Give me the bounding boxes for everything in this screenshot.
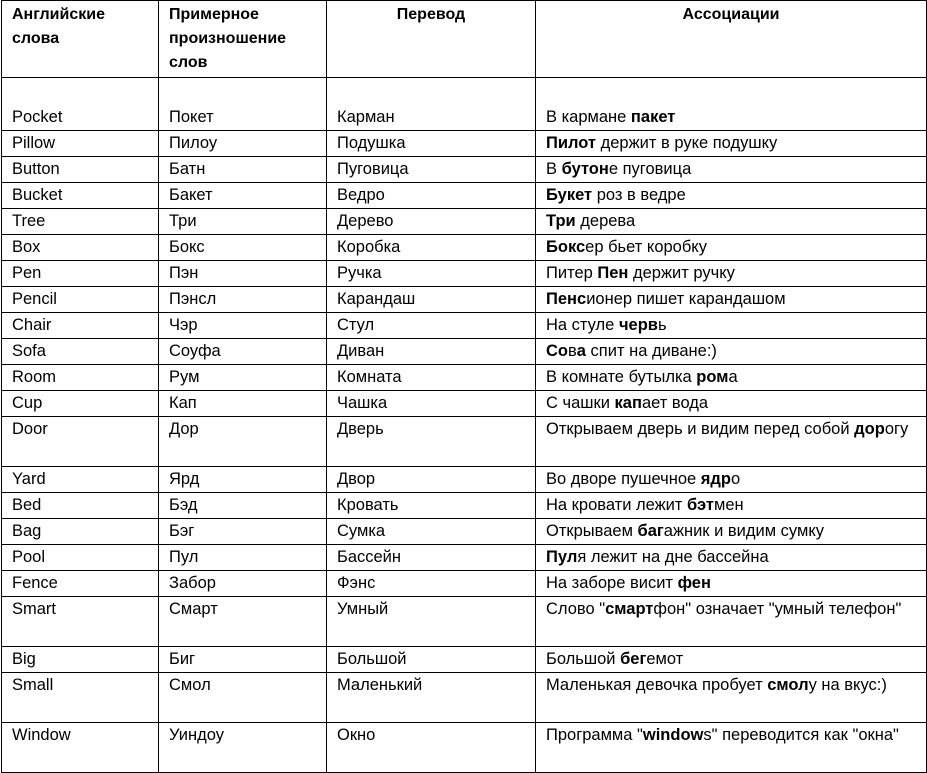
association-cell	[536, 417, 927, 467]
association-cell	[536, 287, 927, 313]
english-word-cell: Pen	[2, 261, 159, 287]
translation-cell: Дверь	[327, 417, 536, 467]
header-pronunciation: Примерное произношение слов	[159, 1, 327, 78]
association-text: С чашки	[546, 394, 615, 412]
association-highlight: Три	[546, 212, 576, 230]
association-text: ь	[657, 316, 667, 334]
english-word-cell: Pencil	[2, 287, 159, 313]
english-word-cell: Sofa	[2, 339, 159, 365]
association-text: ажник и видим сумку	[663, 522, 824, 540]
table-row	[2, 287, 927, 313]
english-word-cell: Window	[2, 723, 159, 773]
association-cell	[536, 261, 927, 287]
association-cell	[536, 131, 927, 157]
english-word-cell: Bed	[2, 493, 159, 519]
pronunciation-cell: Пэн	[159, 261, 327, 287]
association-text: В	[546, 160, 562, 178]
english-word-cell: Smart	[2, 597, 159, 647]
header-translation: Перевод	[327, 1, 536, 78]
table-body	[2, 78, 927, 773]
table-row	[2, 391, 927, 417]
association-text: ионер пишет карандашом	[586, 290, 786, 308]
english-word-cell: Pocket	[2, 78, 159, 131]
association-highlight: пакет	[630, 108, 676, 126]
association-cell	[536, 157, 927, 183]
association-highlight: смол	[767, 676, 809, 694]
english-word-cell: Pillow	[2, 131, 159, 157]
english-word-cell: Bucket	[2, 183, 159, 209]
association-text: На кровати лежит	[546, 496, 688, 514]
association-highlight: Бокс	[546, 238, 586, 256]
pronunciation-cell: Уиндоу	[159, 723, 327, 773]
association-text: Слово "	[546, 600, 606, 618]
translation-cell: Чашка	[327, 391, 536, 417]
association-cell	[536, 235, 927, 261]
association-text: я лежит на дне бассейна	[577, 548, 769, 566]
association-text: а	[728, 368, 738, 386]
association-text: В кармане	[546, 108, 631, 126]
association-highlight: кап	[614, 394, 642, 412]
table-row	[2, 647, 927, 673]
association-text: огу	[884, 420, 909, 438]
english-word-cell: Tree	[2, 209, 159, 235]
association-text: мен	[713, 496, 744, 514]
association-cell	[536, 647, 927, 673]
pronunciation-cell: Соуфа	[159, 339, 327, 365]
pronunciation-cell: Пэнсл	[159, 287, 327, 313]
association-text: ает вода	[641, 394, 709, 412]
translation-cell: Коробка	[327, 235, 536, 261]
association-highlight: бэт	[687, 496, 714, 514]
association-text: Программа "	[546, 726, 643, 744]
association-text: е пуговица	[608, 160, 692, 178]
pronunciation-cell: Бакет	[159, 183, 327, 209]
header-english-words: Английские слова	[2, 1, 159, 78]
association-highlight: бутон	[561, 160, 609, 178]
table-row	[2, 597, 927, 647]
association-text: s" переводится как "окна"	[703, 726, 899, 744]
english-word-cell: Cup	[2, 391, 159, 417]
table-row	[2, 209, 927, 235]
pronunciation-cell: Ярд	[159, 467, 327, 493]
association-text: фон" означает "умный телефон"	[653, 600, 902, 618]
english-word-cell: Fence	[2, 571, 159, 597]
pronunciation-cell: Три	[159, 209, 327, 235]
association-cell	[536, 339, 927, 365]
association-text: На заборе висит	[546, 574, 678, 592]
translation-cell: Кровать	[327, 493, 536, 519]
table-row	[2, 78, 927, 131]
association-text: В комнате бутылка	[546, 368, 697, 386]
translation-cell: Умный	[327, 597, 536, 647]
translation-cell: Окно	[327, 723, 536, 773]
pronunciation-cell: Дор	[159, 417, 327, 467]
association-text: спит на диване:)	[585, 342, 717, 360]
translation-cell: Фэнс	[327, 571, 536, 597]
english-word-cell: Big	[2, 647, 159, 673]
pronunciation-cell: Смол	[159, 673, 327, 723]
header-row	[2, 1, 927, 78]
association-cell	[536, 673, 927, 723]
association-text: ер бьет коробку	[585, 238, 707, 256]
association-cell	[536, 391, 927, 417]
table-row	[2, 313, 927, 339]
association-highlight: Букет	[546, 186, 593, 204]
table-row	[2, 519, 927, 545]
translation-cell: Ведро	[327, 183, 536, 209]
association-highlight: черв	[618, 316, 658, 334]
table-row	[2, 183, 927, 209]
table-row	[2, 467, 927, 493]
association-highlight: а	[576, 342, 586, 360]
association-cell	[536, 493, 927, 519]
association-highlight: Со	[546, 342, 568, 360]
translation-cell: Подушка	[327, 131, 536, 157]
pronunciation-cell: Бэг	[159, 519, 327, 545]
association-highlight: баг	[637, 522, 664, 540]
table-row	[2, 235, 927, 261]
table-row	[2, 261, 927, 287]
translation-cell: Двор	[327, 467, 536, 493]
pronunciation-cell: Рум	[159, 365, 327, 391]
association-cell	[536, 597, 927, 647]
translation-cell: Карандаш	[327, 287, 536, 313]
translation-cell: Стул	[327, 313, 536, 339]
association-highlight: фен	[677, 574, 711, 592]
association-text: в	[568, 342, 577, 360]
translation-cell: Карман	[327, 78, 536, 131]
translation-cell: Маленький	[327, 673, 536, 723]
translation-cell: Дерево	[327, 209, 536, 235]
association-highlight: ром	[696, 368, 729, 386]
pronunciation-cell: Чэр	[159, 313, 327, 339]
association-cell	[536, 209, 927, 235]
table-row	[2, 673, 927, 723]
pronunciation-cell: Забор	[159, 571, 327, 597]
association-highlight: дор	[854, 420, 885, 438]
table-row	[2, 365, 927, 391]
association-text: На стуле	[546, 316, 619, 334]
association-text: о	[730, 470, 741, 488]
english-word-cell: Box	[2, 235, 159, 261]
translation-cell: Комната	[327, 365, 536, 391]
pronunciation-cell: Батн	[159, 157, 327, 183]
association-text: держит в руке подушку	[596, 134, 778, 152]
association-cell	[536, 467, 927, 493]
association-text: роз в ведре	[592, 186, 686, 204]
translation-cell: Ручка	[327, 261, 536, 287]
pronunciation-cell: Бокс	[159, 235, 327, 261]
table-row	[2, 545, 927, 571]
table-row	[2, 493, 927, 519]
association-text: Открываем	[546, 522, 638, 540]
association-text: Питер	[546, 264, 598, 282]
english-word-cell: Button	[2, 157, 159, 183]
association-highlight: Пен	[597, 264, 629, 282]
association-text: дерева	[575, 212, 636, 230]
english-word-cell: Room	[2, 365, 159, 391]
association-cell	[536, 723, 927, 773]
table-row	[2, 571, 927, 597]
pronunciation-cell: Пилоу	[159, 131, 327, 157]
table-row	[2, 417, 927, 467]
translation-cell: Диван	[327, 339, 536, 365]
table-row	[2, 131, 927, 157]
association-cell	[536, 78, 927, 131]
english-word-cell: Yard	[2, 467, 159, 493]
vocabulary-table	[1, 0, 927, 773]
association-highlight: ядр	[700, 470, 731, 488]
association-cell	[536, 365, 927, 391]
association-highlight: Пенс	[546, 290, 587, 308]
pronunciation-cell: Биг	[159, 647, 327, 673]
association-cell	[536, 545, 927, 571]
association-text: емот	[646, 650, 684, 668]
header-associations: Ассоциации	[536, 1, 927, 78]
pronunciation-cell: Покет	[159, 78, 327, 131]
english-word-cell: Chair	[2, 313, 159, 339]
association-text: Открываем дверь и видим перед собой	[546, 420, 855, 438]
table-row	[2, 157, 927, 183]
association-text: держит ручку	[628, 264, 735, 282]
table-row	[2, 339, 927, 365]
english-word-cell: Small	[2, 673, 159, 723]
translation-cell: Сумка	[327, 519, 536, 545]
association-highlight: window	[642, 726, 704, 744]
translation-cell: Бассейн	[327, 545, 536, 571]
translation-cell: Большой	[327, 647, 536, 673]
association-cell	[536, 519, 927, 545]
pronunciation-cell: Пул	[159, 545, 327, 571]
association-cell	[536, 571, 927, 597]
english-word-cell: Pool	[2, 545, 159, 571]
pronunciation-cell: Бэд	[159, 493, 327, 519]
pronunciation-cell: Кап	[159, 391, 327, 417]
association-cell	[536, 313, 927, 339]
association-highlight: бег	[620, 650, 647, 668]
english-word-cell: Bag	[2, 519, 159, 545]
pronunciation-cell: Смарт	[159, 597, 327, 647]
association-highlight: смарт	[605, 600, 654, 618]
translation-cell: Пуговица	[327, 157, 536, 183]
association-text: Во дворе пушечное	[546, 470, 701, 488]
association-text: у на вкус:)	[808, 676, 887, 694]
association-highlight: Пул	[546, 548, 578, 566]
table-row	[2, 723, 927, 773]
association-text: Большой	[546, 650, 621, 668]
association-cell	[536, 183, 927, 209]
association-highlight: Пилот	[546, 134, 597, 152]
association-text: Маленькая девочка пробует	[546, 676, 768, 694]
english-word-cell: Door	[2, 417, 159, 467]
